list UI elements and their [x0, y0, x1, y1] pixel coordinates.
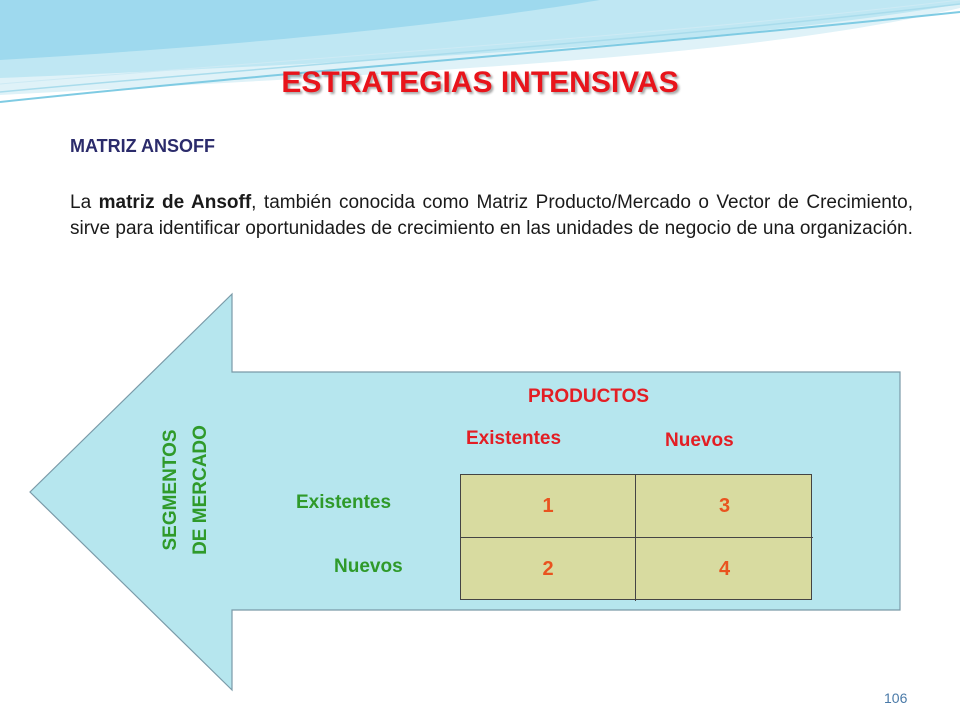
page-number: 106: [884, 690, 908, 706]
segments-line-1: SEGMENTOS: [160, 429, 181, 551]
matrix-cell-4: 4: [718, 558, 731, 580]
matrix-cell-1: 1: [461, 475, 636, 538]
matrix-cell-2: 2: [461, 538, 636, 601]
para-bold-term: matriz de Ansoff: [98, 192, 252, 213]
product-column-existing: Existentes: [466, 428, 562, 449]
product-column-new: Nuevos: [665, 430, 734, 451]
para-pre: La: [70, 192, 99, 213]
market-row-existing: Existentes: [296, 492, 392, 513]
para-post: , también conocida como Matriz Producto/Mercado o Vector de Crecimiento, sirve para identificar oportunidades de crecimiento en las unidades de negocio de una organización.: [70, 192, 914, 239]
ansoff-matrix-grid: [460, 474, 812, 600]
segments-line-2: DE MERCADO: [190, 425, 211, 555]
page-title: ESTRATEGIAS INTENSIVAS: [281, 66, 679, 99]
market-row-new: Nuevos: [334, 556, 403, 577]
section-subtitle: MATRIZ ANSOFF: [70, 136, 215, 156]
matrix-cell-3: 3: [636, 475, 813, 538]
products-label: PRODUCTOS: [528, 386, 650, 407]
market-segments-label: [156, 380, 216, 600]
